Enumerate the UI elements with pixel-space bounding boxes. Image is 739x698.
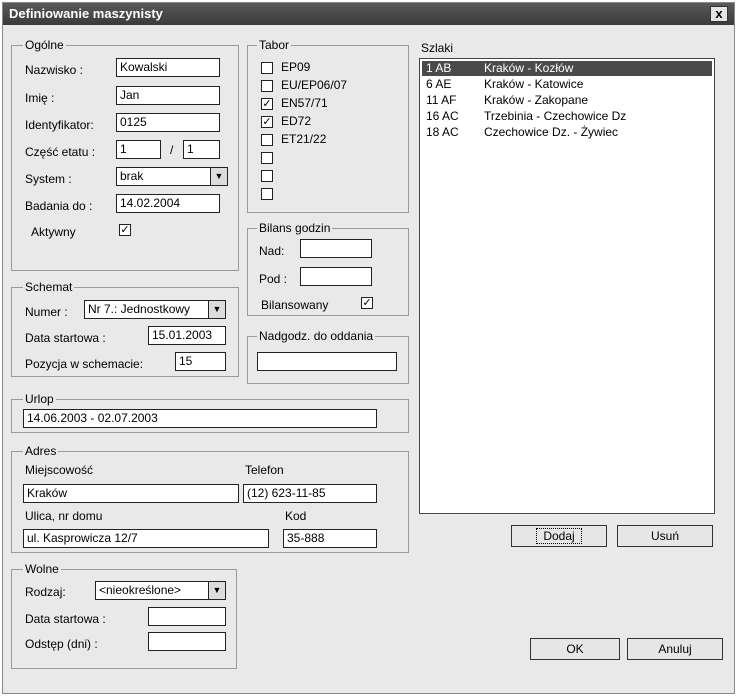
ulica-label: Ulica, nr domu xyxy=(25,509,103,523)
tabor-item-checkbox[interactable] xyxy=(261,188,273,200)
szlak-code: 1 AB xyxy=(426,61,452,75)
czesc-etatu-denominator[interactable]: 1 xyxy=(183,140,220,159)
list-item[interactable] xyxy=(422,125,712,140)
dodaj-button-label: Dodaj xyxy=(536,528,581,544)
urlop-field[interactable]: 14.06.2003 - 02.07.2003 xyxy=(23,409,377,428)
szlaki-label: Szlaki xyxy=(421,41,454,55)
group-wolne-label: Wolne xyxy=(25,562,59,576)
kod-field[interactable]: 35-888 xyxy=(283,529,377,548)
szlak-name: Trzebinia - Czechowice Dz xyxy=(484,109,627,123)
wolne-data-startowa-label: Data startowa : xyxy=(25,612,106,626)
group-ogolne-label: Ogólne xyxy=(25,38,64,52)
anuluj-button-label: Anuluj xyxy=(658,642,692,656)
szlaki-listbox[interactable] xyxy=(419,58,715,514)
miejscowosc-field[interactable]: Kraków xyxy=(23,484,239,503)
identyfikator-field[interactable]: 0125 xyxy=(116,113,220,132)
ok-button[interactable] xyxy=(530,638,620,660)
ulica-field[interactable]: ul. Kasprowicza 12/7 xyxy=(23,529,269,548)
tabor-item-label: EU/EP06/07 xyxy=(281,78,348,92)
aktywny-checkbox[interactable]: ✓ xyxy=(120,224,130,236)
szlak-name: Kraków - Zakopane xyxy=(484,93,589,107)
system-label: System : xyxy=(25,172,72,186)
tabor-item-checkbox[interactable] xyxy=(261,62,273,74)
chevron-down-icon[interactable]: ▼ xyxy=(210,168,227,185)
szlak-name: Czechowice Dz. - Żywiec xyxy=(484,125,619,139)
group-nadgodz-label: Nadgodz. do oddania xyxy=(259,329,374,343)
tabor-item-checkbox[interactable]: ✓ xyxy=(262,98,272,110)
badania-field[interactable]: 14.02.2004 xyxy=(116,194,220,213)
system-select[interactable] xyxy=(116,167,228,186)
numer-select[interactable] xyxy=(84,300,226,319)
title-bar[interactable] xyxy=(3,3,734,25)
chevron-down-icon[interactable]: ▼ xyxy=(208,582,225,599)
group-bilans-label: Bilans godzin xyxy=(259,221,331,235)
bilansowany-label: Bilansowany xyxy=(261,298,329,312)
tabor-item-checkbox[interactable] xyxy=(261,134,273,146)
telefon-label: Telefon xyxy=(245,463,284,477)
data-startowa-label: Data startowa : xyxy=(25,331,106,345)
numer-value: Nr 7.: Jednostkowy xyxy=(88,302,191,316)
pozycja-label: Pozycja w schemacie: xyxy=(25,357,144,371)
tabor-item-label: EN57/71 xyxy=(281,96,328,110)
odstep-field[interactable] xyxy=(148,632,226,651)
bilansowany-checkbox[interactable]: ✓ xyxy=(362,297,372,309)
group-urlop-label: Urlop xyxy=(25,392,54,406)
szlak-code: 18 AC xyxy=(426,125,459,139)
aktywny-label: Aktywny xyxy=(31,225,76,239)
list-item[interactable] xyxy=(422,93,712,108)
usun-button-label: Usuń xyxy=(650,529,679,543)
czesc-etatu-separator: / xyxy=(170,143,174,157)
odstep-label: Odstęp (dni) : xyxy=(25,637,98,651)
group-tabor-label: Tabor xyxy=(259,38,290,52)
usun-button[interactable] xyxy=(617,525,713,547)
dodaj-button[interactable] xyxy=(511,525,607,547)
szlak-code: 6 AE xyxy=(426,77,452,91)
system-value: brak xyxy=(120,169,144,183)
tabor-item-label: ED72 xyxy=(281,114,312,128)
miejscowosc-label: Miejscowość xyxy=(25,463,94,477)
rodzaj-select[interactable] xyxy=(95,581,226,600)
close-button[interactable]: x xyxy=(710,6,728,22)
kod-label: Kod xyxy=(285,509,307,523)
tabor-item-checkbox[interactable] xyxy=(261,152,273,164)
nadgodz-field[interactable] xyxy=(257,352,397,371)
szlak-code: 11 AF xyxy=(426,93,457,107)
nazwisko-field[interactable]: Kowalski xyxy=(116,58,220,77)
szlak-name: Kraków - Katowice xyxy=(484,77,584,91)
group-schemat-label: Schemat xyxy=(25,280,73,294)
tabor-item-checkbox[interactable] xyxy=(261,80,273,92)
nad-label: Nad: xyxy=(259,244,285,258)
tabor-item-checkbox[interactable] xyxy=(261,170,273,182)
chevron-down-icon[interactable]: ▼ xyxy=(208,301,225,318)
data-startowa-field[interactable]: 15.01.2003 xyxy=(148,326,226,345)
nad-field[interactable] xyxy=(300,239,372,258)
window-title: Definiowanie maszynisty xyxy=(9,6,163,21)
group-adres-label: Adres xyxy=(25,444,57,458)
szlak-name: Kraków - Kozłów xyxy=(484,61,574,75)
nazwisko-label: Nazwisko : xyxy=(25,63,84,77)
list-item[interactable] xyxy=(422,109,712,124)
badania-label: Badania do : xyxy=(25,199,93,213)
imie-field[interactable]: Jan xyxy=(116,86,220,105)
pozycja-field[interactable]: 15 xyxy=(175,352,226,371)
ok-button-label: OK xyxy=(566,642,584,656)
tabor-item-checkbox[interactable]: ✓ xyxy=(262,116,272,128)
telefon-field[interactable]: (12) 623-11-85 xyxy=(243,484,377,503)
numer-label: Numer : xyxy=(25,305,68,319)
rodzaj-value: <nieokreślone> xyxy=(99,583,182,597)
dialog-window xyxy=(2,2,735,694)
list-item[interactable] xyxy=(422,61,712,76)
szlak-code: 16 AC xyxy=(426,109,459,123)
imie-label: Imię : xyxy=(25,91,55,105)
tabor-item-label: EP09 xyxy=(281,60,311,74)
identyfikator-label: Identyfikator: xyxy=(25,118,94,132)
rodzaj-label: Rodzaj: xyxy=(25,585,66,599)
tabor-item-label: ET21/22 xyxy=(281,132,327,146)
list-item[interactable] xyxy=(422,77,712,92)
czesc-etatu-numerator[interactable]: 1 xyxy=(116,140,161,159)
anuluj-button[interactable] xyxy=(627,638,723,660)
pod-label: Pod : xyxy=(259,272,288,286)
pod-field[interactable] xyxy=(300,267,372,286)
czesc-etatu-label: Część etatu : xyxy=(25,145,96,159)
wolne-data-startowa-field[interactable] xyxy=(148,607,226,626)
